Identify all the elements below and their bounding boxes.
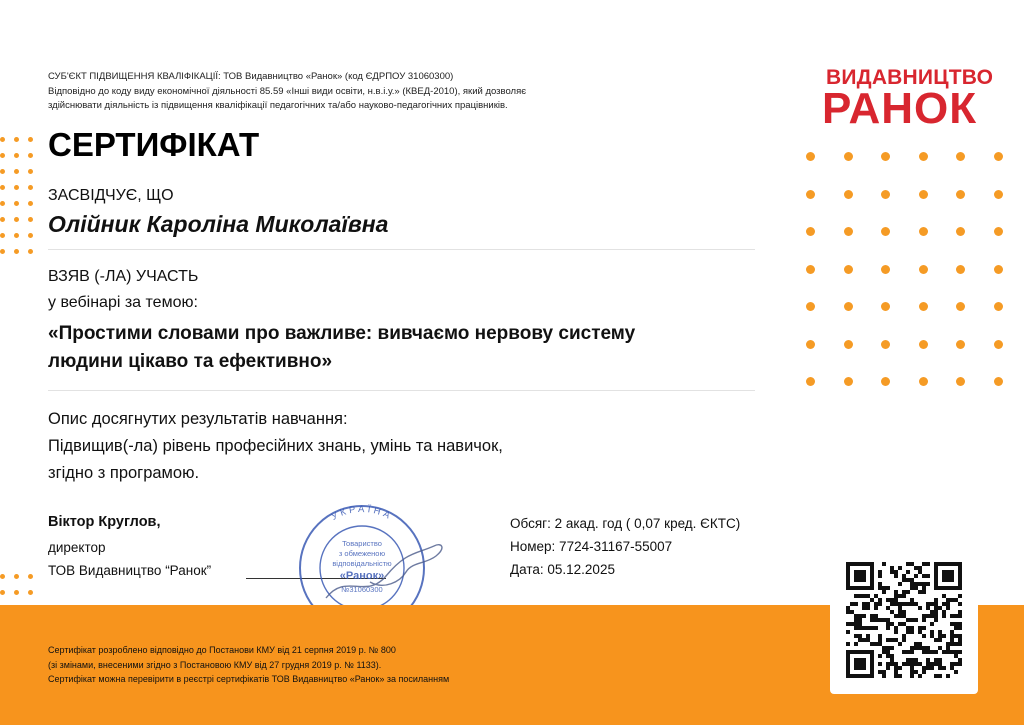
- decorative-dot: [806, 265, 815, 274]
- decorative-dot: [844, 377, 853, 386]
- decorative-dot: [994, 302, 1003, 311]
- decorative-dot: [14, 185, 19, 190]
- decorative-dot: [28, 137, 33, 142]
- certificate-meta: [510, 512, 740, 581]
- provider-line-2: Відповідно до коду виду економічної діяльності 85.59 «Інші види освіти, н.в.і.у.» (КВЕД-2010), який дозволяє: [48, 85, 527, 97]
- outcomes-title: Опис досягнутих результатів навчання:: [48, 410, 348, 428]
- decorative-dot: [956, 340, 965, 349]
- outcomes-line-2: згідно з програмою.: [48, 464, 200, 482]
- divider-1: [48, 249, 755, 250]
- decorative-dot: [881, 302, 890, 311]
- decorative-dot: [14, 201, 19, 206]
- webinar-topic: [48, 320, 768, 376]
- decorative-dot: [844, 227, 853, 236]
- decorative-dot: [28, 169, 33, 174]
- decorative-dot: [28, 201, 33, 206]
- signer-position: директор: [48, 540, 106, 555]
- logo-brand-name: РАНОК: [822, 84, 978, 133]
- meta-volume: Обсяг: 2 акад. год ( 0,07 кред. ЄКТС): [510, 516, 741, 531]
- footer-line-1: Сертифікат розроблено відповідно до Постанови КМУ від 21 серпня 2019 р. № 800: [48, 645, 396, 655]
- decorative-dot: [28, 233, 33, 238]
- decorative-dot: [0, 590, 5, 595]
- decorative-dot: [0, 169, 5, 174]
- provider-info: [48, 70, 608, 114]
- footer-line-3: Сертифікат можна перевірити в реєстрі сертифікатів ТОВ Видавництво «Ранок» за посиланням: [48, 674, 450, 684]
- stamp-code: №31060300: [341, 585, 383, 594]
- decorative-dot: [0, 153, 5, 158]
- decorative-dot: [994, 265, 1003, 274]
- decorative-dot: [28, 153, 33, 158]
- decorative-dot: [806, 377, 815, 386]
- decorative-dot: [881, 340, 890, 349]
- svg-text:УКРАЇНА: [330, 504, 395, 523]
- decorative-dot: [994, 227, 1003, 236]
- decorative-dot: [28, 249, 33, 254]
- stamp-line-1: Товариство: [342, 539, 382, 548]
- decorative-dot: [806, 227, 815, 236]
- decorative-dot: [28, 574, 33, 579]
- provider-line-3: здійснювати діяльність із підвищення кваліфікації педагогічних та/або науково-педагогічних працівників.: [48, 100, 508, 111]
- qr-code-container[interactable]: [830, 546, 978, 694]
- decorative-dot: [14, 169, 19, 174]
- meta-number: Номер: 7724-31167-55007: [510, 539, 673, 554]
- decorative-dot: [956, 152, 965, 161]
- decorative-dot: [806, 190, 815, 199]
- divider-2: [48, 390, 755, 391]
- participation-label: ВЗЯВ (-ЛА) УЧАСТЬ: [48, 268, 199, 285]
- decorative-dot: [919, 265, 928, 274]
- stamp-line-2: з обмеженою: [338, 549, 386, 558]
- decorative-dot: [919, 190, 928, 199]
- decorative-dot: [844, 302, 853, 311]
- decorative-dot: [881, 265, 890, 274]
- decorative-dot: [0, 137, 5, 142]
- decorative-dot: [14, 153, 19, 158]
- decorative-dot: [919, 152, 928, 161]
- decorative-dot: [881, 227, 890, 236]
- decorative-dot: [956, 302, 965, 311]
- learning-outcomes: [48, 406, 503, 487]
- decorative-dot: [919, 340, 928, 349]
- decorative-dot: [0, 201, 5, 206]
- decorative-dot: [0, 233, 5, 238]
- logo-publisher-word: ВИДАВНИЦТВО: [826, 66, 994, 89]
- decorative-dot: [994, 377, 1003, 386]
- decorative-dot: [14, 233, 19, 238]
- outcomes-line-1: Підвищив(-ла) рівень професійних знань, умінь та навичок,: [48, 437, 503, 455]
- meta-date: Дата: 05.12.2025: [510, 562, 615, 577]
- decorative-dot: [994, 190, 1003, 199]
- qr-code-icon[interactable]: [846, 562, 962, 678]
- decorative-dot: [14, 574, 19, 579]
- decorative-dot: [28, 590, 33, 595]
- signer-name: Віктор Круглов,: [48, 514, 161, 530]
- topic-line-2: людини цікаво та ефективно»: [48, 351, 333, 372]
- webinar-intro: у вебінарі за темою:: [48, 294, 198, 311]
- stamp-line-3: відповідальністю: [332, 559, 392, 568]
- decorative-dot: [806, 340, 815, 349]
- decorative-dot: [14, 217, 19, 222]
- decorative-dot: [956, 190, 965, 199]
- decorative-dot: [919, 377, 928, 386]
- provider-line-1: СУБ'ЄКТ ПІДВИЩЕННЯ КВАЛІФІКАЦІЇ: ТОВ Видавництво «Ранок» (код ЄДРПОУ 31060300): [48, 71, 454, 82]
- decorative-dot: [844, 152, 853, 161]
- decorative-dot: [0, 249, 5, 254]
- decorative-dot: [881, 377, 890, 386]
- decorative-dot: [994, 340, 1003, 349]
- recipient-name: Олійник Кароліна Миколаївна: [48, 211, 389, 237]
- footer-legal: [48, 643, 449, 687]
- decorative-dot: [956, 377, 965, 386]
- decorative-dot: [28, 217, 33, 222]
- decorative-dot: [0, 185, 5, 190]
- decorative-dot: [14, 590, 19, 595]
- decorative-dot: [919, 227, 928, 236]
- decorative-dot: [0, 217, 5, 222]
- decorative-dot: [956, 265, 965, 274]
- decorative-dot: [806, 302, 815, 311]
- decorative-dot: [844, 340, 853, 349]
- decorative-dot: [956, 227, 965, 236]
- decorative-dot: [28, 185, 33, 190]
- stamp-country: УКРАЇНА: [329, 503, 395, 523]
- decorative-dot: [919, 302, 928, 311]
- stamp-line-4: «Ранок»: [339, 570, 385, 582]
- certifies-label: ЗАСВІДЧУЄ, ЩО: [48, 187, 174, 204]
- decorative-dot: [881, 152, 890, 161]
- certificate-title: СЕРТИФІКАТ: [48, 126, 260, 163]
- decorative-dot: [881, 190, 890, 199]
- decorative-dot: [994, 152, 1003, 161]
- signer-organization: ТОВ Видавництво “Ранок”: [48, 563, 212, 578]
- decorative-dot: [0, 574, 5, 579]
- footer-line-2: (зі змінами, внесеними згідно з Постановою КМУ від 27 грудня 2019 р. № 1133).: [48, 659, 382, 670]
- decorative-dot: [14, 249, 19, 254]
- decorative-dot: [844, 265, 853, 274]
- decorative-dot: [806, 152, 815, 161]
- decorative-dot: [844, 190, 853, 199]
- decorative-dot: [14, 137, 19, 142]
- topic-line-1: «Простими словами про важливе: вивчаємо нервову систему: [48, 323, 636, 344]
